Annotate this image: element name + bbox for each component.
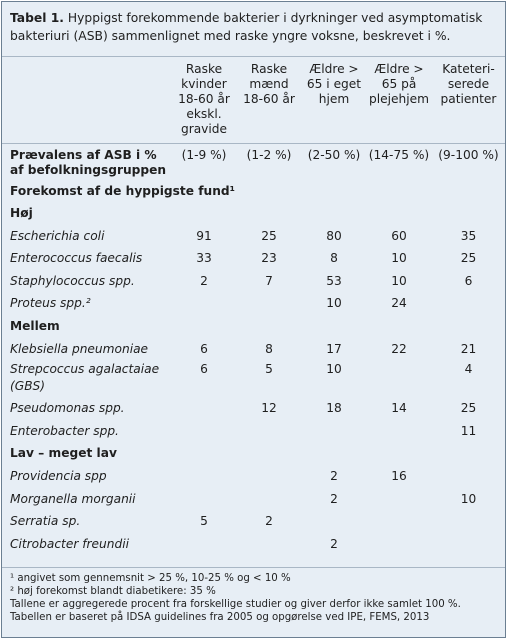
table-cell: 10 <box>391 251 407 265</box>
section-title-row <box>2 180 505 202</box>
footnote: Tallene er aggregerede procent fra forskellige studier og giver derfor ikke samlet 100 %. <box>10 599 461 610</box>
table-cell <box>366 488 432 511</box>
table-cell <box>236 292 302 315</box>
table-row <box>2 488 505 511</box>
header-row <box>2 57 505 143</box>
bacteria-name: Providencia spp <box>10 469 107 483</box>
table-cell: 10 <box>391 273 407 288</box>
table-cell: 14 <box>391 401 407 415</box>
table-cell: 10 <box>326 296 342 310</box>
table-cell: 8 <box>265 341 273 356</box>
footnote: ² høj forekomst blandt diabetikere: 35 % <box>10 586 216 597</box>
bacteria-table <box>2 57 505 555</box>
group-header-row <box>2 442 505 465</box>
table-cell: 2 <box>265 514 273 528</box>
table-cell: 10 <box>460 491 477 506</box>
table-caption <box>2 2 505 57</box>
table-cell: 7 <box>265 273 273 288</box>
table-cell <box>172 533 236 556</box>
table-cell: 22 <box>391 341 407 356</box>
table-cell: 91 <box>196 228 212 243</box>
table-cell: 6 <box>200 362 208 376</box>
table-cell <box>366 360 432 397</box>
footnotes <box>2 567 505 624</box>
table-cell: 11 <box>460 423 477 438</box>
bacteria-name: Staphylococcus spp. <box>10 273 135 288</box>
table-row <box>2 510 505 533</box>
table-cell: 53 <box>326 273 342 288</box>
section-title: Forekomst af de hyppigste fund¹ <box>10 183 235 198</box>
group-header-row <box>2 315 505 338</box>
table-cell: 8 <box>330 251 338 265</box>
table-cell: 21 <box>460 341 477 356</box>
group-label: Høj <box>10 205 33 220</box>
table-cell <box>172 420 236 443</box>
table-cell: 2 <box>330 491 338 506</box>
column-header: Kateteri- serede patienter <box>440 62 497 106</box>
table-row <box>2 270 505 293</box>
table-cell <box>236 465 302 488</box>
caption-label: Tabel 1. <box>10 11 64 25</box>
table-cell: 4 <box>464 362 473 376</box>
column-header: Raske mænd 18-60 år <box>243 62 295 106</box>
table-cell <box>236 488 302 511</box>
group-label: Lav – meget lav <box>10 446 117 460</box>
prevalence-value: (2-50 %) <box>307 147 361 162</box>
table-figure <box>1 1 506 638</box>
table-cell <box>172 488 236 511</box>
table-row <box>2 338 505 361</box>
table-row <box>2 247 505 270</box>
table-cell: 18 <box>326 401 342 415</box>
prevalence-label: Prævalens af ASB i % af befolkningsgruppen <box>10 147 167 177</box>
bacteria-name: Klebsiella pneumoniae <box>10 341 149 356</box>
prevalence-value: (14-75 %) <box>368 147 430 162</box>
bacteria-name: Enterococcus faecalis <box>10 251 143 265</box>
table-cell <box>172 292 236 315</box>
table-cell <box>302 510 366 533</box>
table-cell <box>172 397 236 420</box>
table-cell <box>366 510 432 533</box>
table-row <box>2 465 505 488</box>
table-cell: 5 <box>265 362 273 376</box>
table-row <box>2 225 505 248</box>
table-cell <box>432 533 505 556</box>
table-cell: 16 <box>391 469 407 483</box>
table-cell: 10 <box>326 362 342 376</box>
bacteria-name: Pseudomonas spp. <box>10 401 125 415</box>
table-row <box>2 533 505 556</box>
caption-text: Hyppigst forekommende bakterier i dyrkninger ved asymptomatisk bakteriuri (ASB) sammenlignet med raske yngre voksne, beskrevet i %. <box>10 11 483 43</box>
table-cell: 23 <box>261 251 277 265</box>
footnote: Tabellen er baseret på IDSA guidelines fra 2005 og opgørelse ved IPE, FEMS, 2013 <box>10 612 430 623</box>
table-cell: 5 <box>200 514 208 528</box>
table-cell: 25 <box>460 401 477 415</box>
table-cell: 33 <box>196 251 212 265</box>
prevalence-row <box>2 144 505 180</box>
bacteria-name: Escherichia coli <box>10 228 105 243</box>
bacteria-name: Serratia sp. <box>10 514 81 528</box>
table-cell <box>366 533 432 556</box>
bacteria-name: Morganella morganii <box>10 491 136 506</box>
table-cell: 25 <box>460 251 477 265</box>
table-cell: 24 <box>391 296 407 310</box>
table-cell <box>302 420 366 443</box>
table-row <box>2 420 505 443</box>
table-cell: 80 <box>326 228 342 243</box>
table-row <box>2 397 505 420</box>
table-cell <box>236 420 302 443</box>
footnote: ¹ angivet som gennemsnit > 25 %, 10-25 % og < 10 % <box>10 573 291 584</box>
table-cell: 6 <box>464 273 473 288</box>
header-empty-cell <box>2 57 172 143</box>
table-cell <box>236 533 302 556</box>
bacteria-name: Proteus spp.² <box>10 296 91 310</box>
table-cell: 2 <box>200 273 208 288</box>
column-header: Ældre > 65 i eget hjem <box>306 62 362 106</box>
bacteria-name: Strepcoccus agalactaiae (GBS) <box>10 362 160 393</box>
table-cell: 35 <box>460 228 477 243</box>
bacteria-name: Citrobacter freundii <box>10 536 129 551</box>
table-cell: 60 <box>391 228 407 243</box>
table-cell: 17 <box>326 341 342 356</box>
table-cell: 2 <box>330 469 338 483</box>
prevalence-value: (9-100 %) <box>438 147 499 162</box>
table-cell <box>172 465 236 488</box>
prevalence-value: (1-9 %) <box>181 147 227 162</box>
table-cell: 6 <box>200 341 208 356</box>
table-cell: 2 <box>330 536 338 551</box>
column-header: Raske kvinder 18-60 år ekskl. gravide <box>178 62 230 136</box>
table-cell: 25 <box>261 228 277 243</box>
table-cell: 12 <box>261 401 277 415</box>
table-row <box>2 360 505 397</box>
group-header-row <box>2 202 505 225</box>
table-cell <box>432 292 505 315</box>
column-header: Ældre > 65 på plejehjem <box>369 62 429 106</box>
prevalence-value: (1-2 %) <box>246 147 292 162</box>
table-cell <box>366 420 432 443</box>
bacteria-name: Enterobacter spp. <box>10 423 119 438</box>
group-label: Mellem <box>10 318 60 333</box>
table-row <box>2 292 505 315</box>
table-cell <box>432 465 505 488</box>
table-cell <box>432 510 505 533</box>
